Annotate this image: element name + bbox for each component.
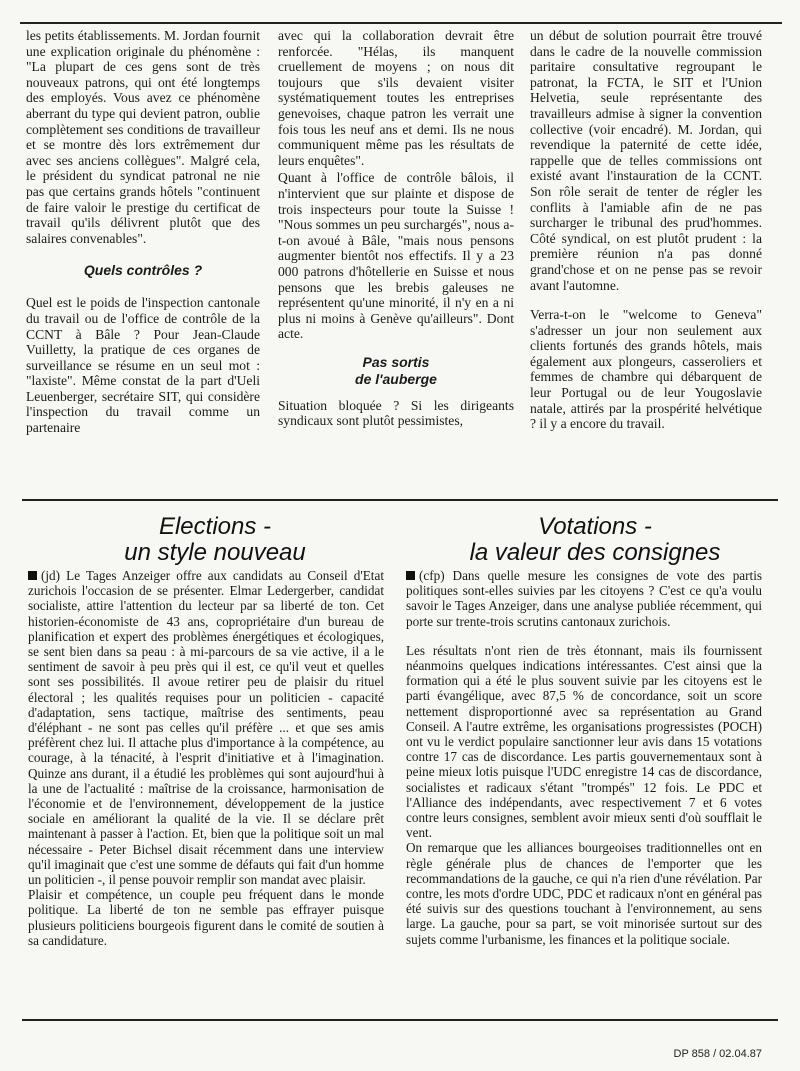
bottom-rule: [22, 1019, 778, 1021]
votations-paragraph-1-text: (cfp) Dans quelle mesure les consignes de vote des partis politiques sont-elles suivies par les citoyens ? C'est ce qu'a voulu savoir le Tages Anzeiger, dans une analyse publiée récemment, qui porte sur trente-trois scrutins cantonaux zurichois.: [406, 568, 762, 629]
bullet-square-icon: [28, 571, 37, 580]
top-column-2: [278, 28, 514, 429]
top-rule: [20, 22, 782, 24]
elections-title-line1: Elections -: [158, 513, 272, 540]
votations-title: [430, 514, 760, 566]
top-col1-paragraph-2: Quel est le poids de l'inspection cantonale du travail ou de l'office de contrôle de la CCNT à Bâle ? Pour Jean-Claude Vuilletty, la pratique de ces organes de surveillance se résume en un seul mot : "laxiste". Même constat de la part d'Ueli Leuenberger, secrétaire SIT, qui considère l'inspection du travail comme un partenaire: [26, 295, 260, 436]
votations-article: [406, 568, 762, 947]
elections-paragraph-2: Plaisir et compétence, un couple peu fréquent dans le monde politique. La liberté de ton ne semble pas effrayer puisque plusieurs politiciens bourgeois figurent dans le comité de soutien à sa candidature.: [28, 887, 384, 948]
bullet-square-icon: [406, 571, 415, 580]
elections-paragraph-1: [28, 568, 384, 887]
subheading-pas-sortis: [278, 354, 514, 388]
top-col3-paragraph-2: Verra-t-on le "welcome to Geneva" s'adresser un jour non seulement aux clients fortunés des grands hôtels, mais également aux plongeurs, casseroliers et femmes de chambre qui débarquent de leur Portugal ou de leur Yougoslavie natale, attirés par la prospérité helvétique ? il y a encore du travail.: [530, 307, 762, 432]
top-col1-paragraph-1: les petits établissements. M. Jordan fournit une explication originale du phénomène : "La plupart de ces gens sont de très nouveaux patrons, qui ont été longtemps des employés. Vous avez ce phénomène aberrant du type qui devient patron, oublie complètement ses conditions de travailleur et se montre dès lors extrêmement dur avec ses anciens collègues". Malgré cela, le président du syndicat patronal ne nie pas que certains grands hôtels "continuent de faire valoir le prestige du certificat de travail qu'ils délivrent plutôt que des salaires convenables".: [26, 28, 260, 246]
subheading-pas-sortis-line1: Pas sortis: [362, 353, 430, 370]
votations-paragraph-2: Les résultats n'ont rien de très étonnant, mais ils fournissent néanmoins quelques indications intéressantes. C'est ainsi que la formation qui a été le plus souvent suivie par les citoyens est le parti évangélique, avec 87,5 % de concordance, soit un score nettement disproportionné avec sa représentation au Grand Conseil. A l'autre extrême, les organisations progressistes (POCH) ont vu le verdict populaire sanctionner leur avis dans 15 votations contre 17 cas de discordance. Les partis gouvernementaux sont à peine mieux lotis puisque l'UDC enregistre 14 cas de discordance, socialistes et radicaux s'étant "trompés" 12 fois. Le PDC et l'Alliance des indépendants, avec respectivement 7 et 6 votes contre leurs consignes, semblent avoir mieux senti d'où soufflait le vent.: [406, 642, 762, 841]
elections-title: [60, 514, 370, 566]
votations-paragraph-1: [406, 568, 762, 629]
top-col3-paragraph-1: un début de solution pourrait être trouvé dans le cadre de la nouvelle commission paritaire consultative regroupant le patronat, la FCTA, le SIT et l'Union Helvetia, seule représentante des travailleurs admise à signer la convention collective (voir encadré). M. Jordan, qui revendique la paternité de cette idée, rappelle que de telles commissions ont existé avant l'instauration de la CCNT. Son rôle serait de tenter de régler les conflits à l'amiable afin de ne pas surcharger le tribunal des prud'hommes. Côté syndical, on est plutôt prudent : la première réunion n'a pas donné grand'chose et on ne pense pas se revoir avant l'automne.: [530, 28, 762, 293]
elections-article: [28, 568, 384, 948]
middle-rule: [22, 499, 778, 501]
subheading-pas-sortis-line2: de l'auberge: [355, 370, 437, 387]
top-col2-paragraph-1: avec qui la collaboration devrait être renforcée. "Hélas, ils manquent cruellement de moyens ; on nous dit toujours que s'ils devaient visiter systématiquement toutes les entreprises genevoises, chaque patron les verrait une fois tous les neuf ans et demi. Ils ne nous communiquent même pas les résultats de leurs enquêtes".: [278, 28, 514, 168]
votations-title-line2: la valeur des consignes: [469, 539, 721, 566]
elections-paragraph-1-text: (jd) Le Tages Anzeiger offre aux candidats au Conseil d'Etat zurichois l'occasion de se présenter. Elmar Ledergerber, candidat socialiste, attire l'attention du lecteur par sa liberté de ton. Cet historien-économiste de 43 ans, copropriétaire d'un bureau de planification et expert des problèmes énergétiques et écologiques, se sent bien dans sa peau : à mi-parcours de sa vie active, il a le sentiment de savoir à peu près qui il est, ce qu'il veut et quelles sont ses possibilités. Il avoue retirer peu de plaisir du rituel électoral ; les qualités requises pour un politicien - capacité d'adaptation, sens tactique, maîtrise des sentiments, peau d'éléphant - ne sont pas celles qu'il préfère ... et que ses amis préfèrent chez lui. Il attache plus d'importance à la compétence, au courage, à la ténacité, à l'esprit d'initiative et à l'imagination. Quinze ans durant, il a étudié les problèmes qui sont aujourd'hui à la une de l'actualité : maîtrise de la croissance, harmonisation de l'économie et de l'environnement, développement de la justice sociale en améliorant la qualité de la vie. Il se déclare prêt maintenant à passer à l'action. Et, bien que la politique soit un mal nécessaire - Peter Bichsel disait récemment dans une interview qu'il imaginait que c'est une somme de défauts qui fait d'un homme un politicien -, il pense pouvoir remplir son mandat avec plaisir.: [28, 568, 384, 888]
top-col2-paragraph-3: Situation bloquée ? Si les dirigeants syndicaux sont plutôt pessimistes,: [278, 397, 514, 429]
top-column-3: [530, 28, 762, 432]
subheading-quels-controles: Quels contrôles ?: [83, 262, 203, 279]
votations-title-line1: Votations -: [538, 513, 652, 540]
top-col2-paragraph-2: Quant à l'office de contrôle bâlois, il n'intervient que sur plainte et dispose de trois inspecteurs pour toute la Suisse ! "Nous sommes un peu surchargés", nous a-t-on avoué à Bâle, "mais nous pensons augmenter bientôt nos effectifs. Il y a 23 000 patrons d'hôtellerie en Suisse et nous pensons que les brebis galeuses ne représentent qu'une minorité, il n'y en a ni plus ni moins à Genève qu'ailleurs". Dont acte.: [278, 170, 514, 342]
top-column-1: [26, 28, 260, 436]
elections-title-line2: un style nouveau: [124, 539, 306, 566]
votations-paragraph-3: On remarque que les alliances bourgeoises traditionnelles ont en règle générale plus de chances de l'emporter que les recommandations de la gauche, ce qui n'a rien d'une révélation. Par contre, les mots d'ordre UDC, PDC et radicaux n'ont en général pas été suivis sur des questions touchant à l'environnement, au sens large. La gauche, pour sa part, se voit minorisée surtout sur des sujets comme l'urbanisme, les finances et la politique sociale.: [406, 840, 762, 947]
page-footer: DP 858 / 02.04.87: [673, 1048, 762, 1060]
